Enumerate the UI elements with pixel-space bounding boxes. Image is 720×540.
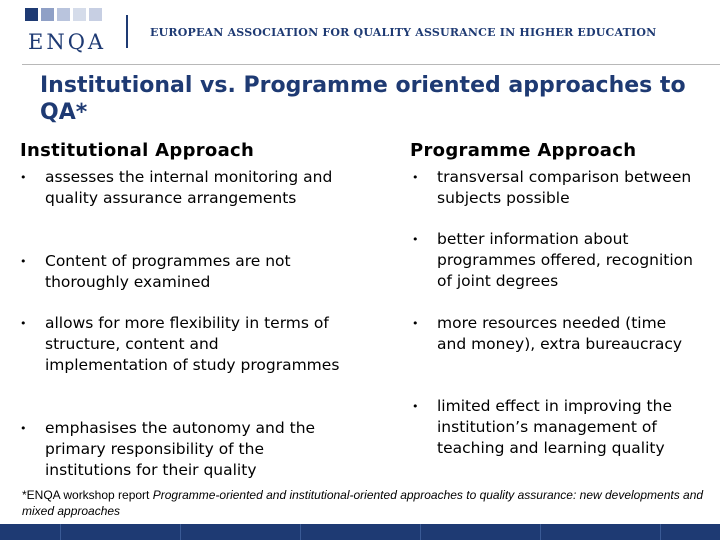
footnote-prefix: *ENQA workshop report — [22, 488, 153, 502]
logo-divider — [126, 15, 128, 48]
footnote — [22, 487, 712, 519]
enqa-logo-squares — [25, 8, 103, 28]
bullet-text: better information about programmes offered, recognition of joint degrees — [437, 230, 693, 290]
bar-divider — [420, 524, 421, 540]
bar-divider — [300, 524, 301, 540]
bullet-text: Content of programmes are not thoroughly examined — [45, 252, 291, 291]
bar-divider — [540, 524, 541, 540]
bullet-text: emphasises the autonomy and the primary responsibility of the institutions for their quality — [45, 419, 316, 479]
logo-square — [73, 8, 86, 21]
bullet-text: assesses the internal monitoring and quality assurance arrangements — [45, 168, 333, 207]
logo-square — [57, 8, 70, 21]
organization-name: EUROPEAN ASSOCIATION FOR QUALITY ASSURANCE IN HIGHER EDUCATION — [150, 26, 657, 39]
bullet-icon: • — [412, 233, 419, 246]
bar-divider — [660, 524, 661, 540]
logo-square — [89, 8, 102, 21]
bullet-icon: • — [20, 317, 27, 330]
bullet-icon: • — [412, 400, 419, 413]
bullet-text: limited effect in improving the institution’s management of teaching and learning quality — [437, 397, 672, 457]
logo-square — [25, 8, 38, 21]
bar-divider — [180, 524, 181, 540]
logo-square — [41, 8, 54, 21]
institutional-approach-heading: Institutional Approach — [20, 140, 255, 161]
bullet-text: transversal comparison between subjects possible — [437, 168, 692, 207]
programme-approach-heading: Programme Approach — [410, 140, 637, 161]
slide-title: Institutional vs. Programme oriented approaches to QA* — [40, 73, 686, 125]
bottom-bar — [0, 524, 720, 540]
footnote-report-title: Programme-oriented and institutional-oriented approaches to quality assurance: new developments and mixed approaches — [22, 488, 704, 518]
bullet-text: more resources needed (time and money), extra bureaucracy — [437, 314, 683, 353]
bullet-icon: • — [20, 422, 27, 435]
bullet-text: allows for more flexibility in terms of structure, content and implementation of study programmes — [45, 314, 340, 374]
header-divider — [22, 64, 720, 65]
bullet-icon: • — [412, 171, 419, 184]
bullet-icon: • — [412, 317, 419, 330]
bullet-icon: • — [20, 171, 27, 184]
bullet-icon: • — [20, 255, 27, 268]
bar-divider — [60, 524, 61, 540]
enqa-logo-text: ENQA — [28, 30, 107, 54]
